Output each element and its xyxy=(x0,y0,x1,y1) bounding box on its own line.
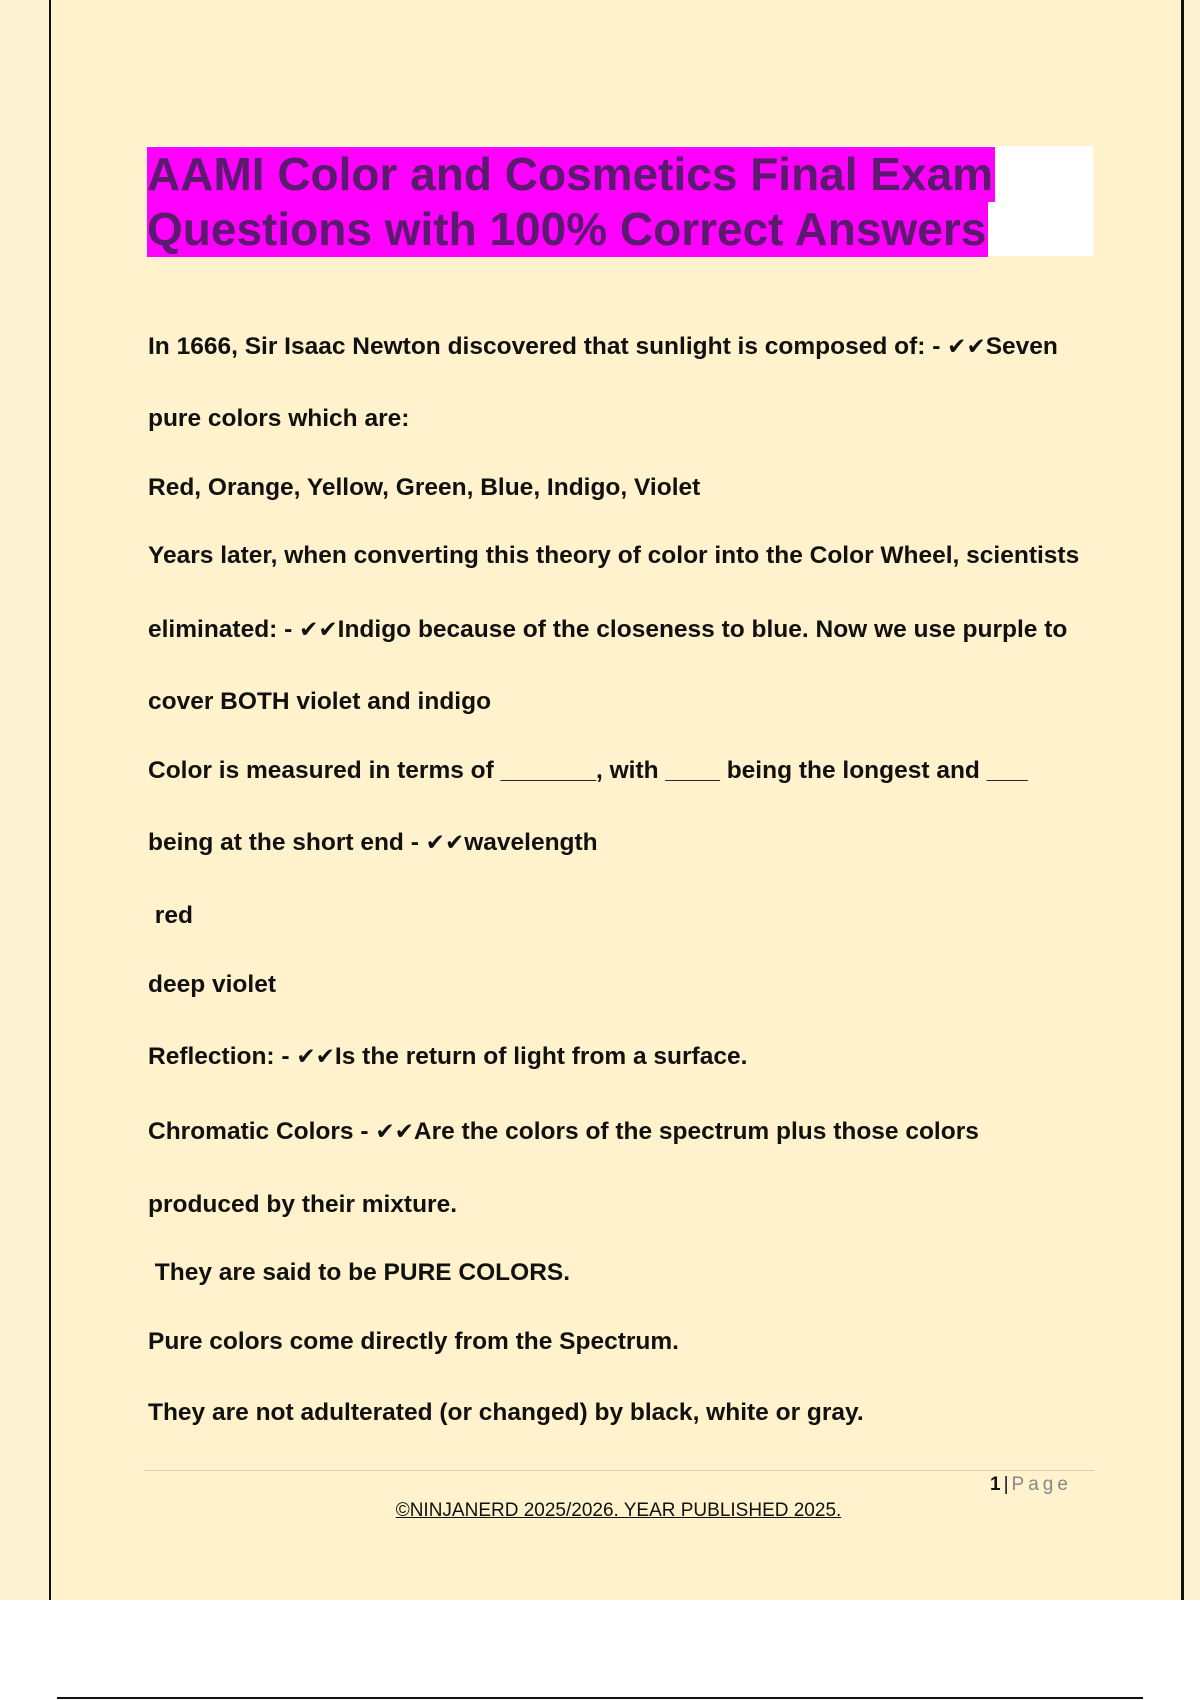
left-margin-strip xyxy=(0,0,49,1600)
footer-divider xyxy=(144,1470,1094,1471)
body-line: Reflection: - ✔✔Is the return of light from a surface. xyxy=(148,1043,748,1070)
body-line: eliminated: - ✔✔Indigo because of the closeness to blue. Now we use purple to xyxy=(148,616,1068,643)
document-page xyxy=(49,0,1184,1600)
body-line: Color is measured in terms of _______, with ____ being the longest and ___ xyxy=(148,757,1028,784)
double-check-icon: ✔✔ xyxy=(299,617,338,643)
body-line: pure colors which are: xyxy=(148,405,410,432)
body-line: deep violet xyxy=(148,971,276,998)
page-number: 1 | Page xyxy=(990,1474,1072,1495)
body-line: Red, Orange, Yellow, Green, Blue, Indigo, Violet xyxy=(148,474,701,501)
body-line: Chromatic Colors - ✔✔Are the colors of the spectrum plus those colors xyxy=(148,1118,979,1145)
double-check-icon: ✔✔ xyxy=(425,830,465,856)
body-line: In 1666, Sir Isaac Newton discovered that sunlight is composed of: - ✔✔Seven xyxy=(148,333,1058,360)
body-line: They are not adulterated (or changed) by black, white or gray. xyxy=(148,1399,864,1426)
bottom-divider xyxy=(57,1697,1143,1699)
double-check-icon: ✔✔ xyxy=(947,334,986,360)
body-line: red xyxy=(148,902,193,929)
body-line: cover BOTH violet and indigo xyxy=(148,688,492,715)
body-line: produced by their mixture. xyxy=(148,1191,458,1218)
body-line: They are said to be PURE COLORS. xyxy=(148,1259,571,1286)
double-check-icon: ✔✔ xyxy=(375,1119,414,1145)
body-line: being at the short end - ✔✔wavelength xyxy=(148,829,598,856)
body-line: Years later, when converting this theory of color into the Color Wheel, scientists xyxy=(148,542,1080,569)
body-line: Pure colors come directly from the Spectrum. xyxy=(148,1328,679,1355)
copyright-notice: ©NINJANERD 2025/2026. YEAR PUBLISHED 2025. xyxy=(395,1500,842,1521)
right-margin-strip xyxy=(1184,0,1200,1600)
title-line-2: Questions with 100% Correct Answers xyxy=(147,203,987,255)
title-line-1: AAMI Color and Cosmetics Final Exam xyxy=(147,148,994,200)
double-check-icon: ✔✔ xyxy=(296,1044,335,1070)
